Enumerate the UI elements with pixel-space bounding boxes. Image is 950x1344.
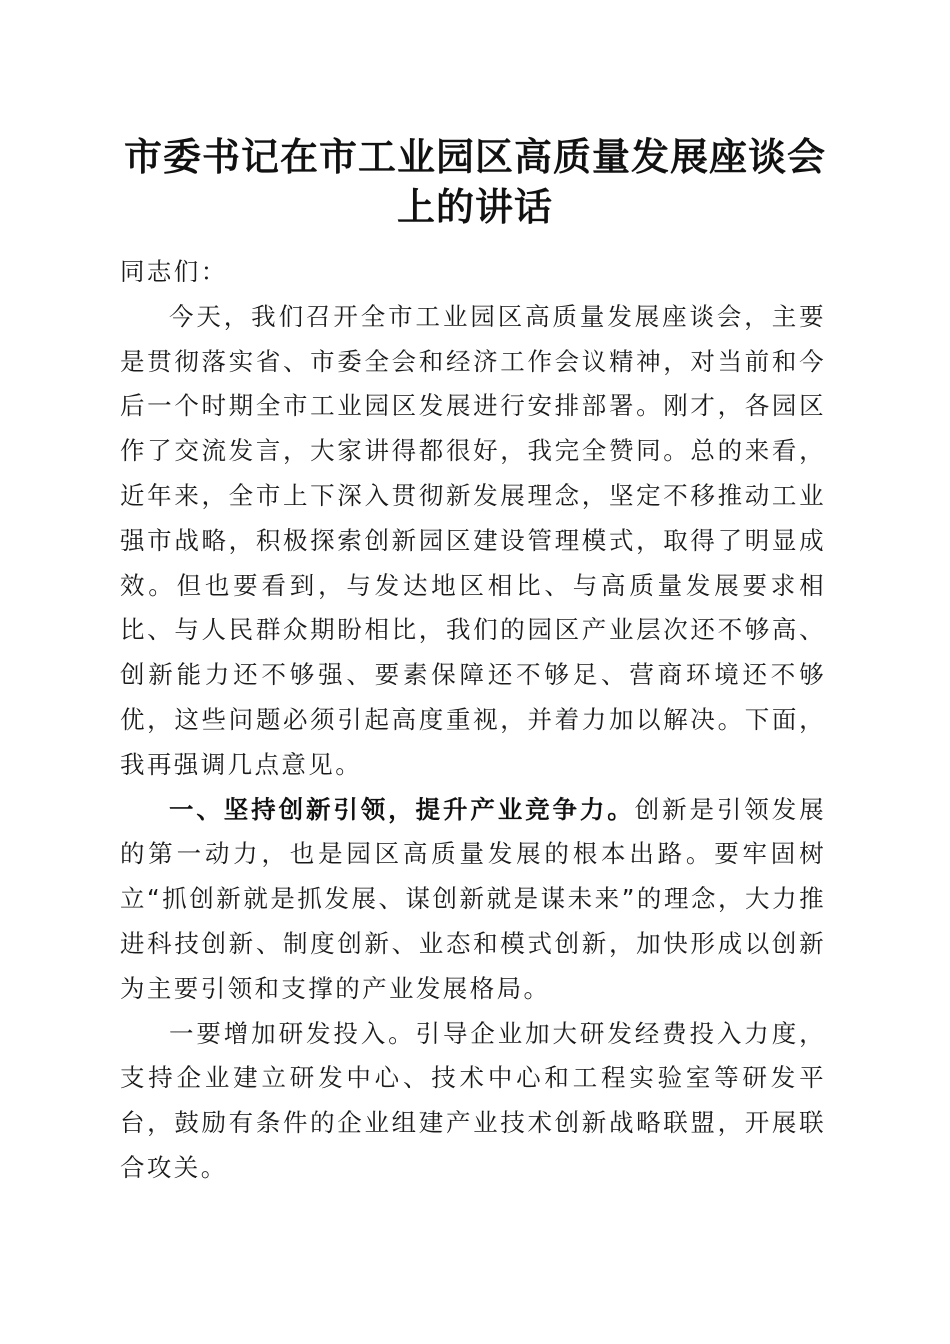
- section-one-heading: 一、坚持创新引领，提升产业竞争力。: [169, 794, 635, 824]
- document-body: [120, 250, 826, 1191]
- point-one-paragraph: 一要增加研发投入。引导企业加大研发经费投入力度，支持企业建立研发中心、技术中心和工程实验室等研发平台，鼓励有条件的企业组建产业技术创新战略联盟，开展联合攻关。: [120, 1018, 826, 1182]
- section-one-text: 创新是引领发展的第一动力，也是园区高质量发展的根本出路。要牢固树立“抓创新就是抓发展、谋创新就是谋未来”的理念，大力推进科技创新、制度创新、业态和模式创新，加快形成以创新为主要引领和支撑的产业发展格局。: [120, 794, 826, 1003]
- salutation: 同志们：: [120, 257, 228, 286]
- intro-paragraph: 今天，我们召开全市工业园区高质量发展座谈会，主要是贯彻落实省、市委全会和经济工作会议精神，对当前和今后一个时期全市工业园区发展进行安排部署。刚才，各园区作了交流发言，大家讲得都很好，我完全赞同。总的来看，近年来，全市上下深入贯彻新发展理念，坚定不移推动工业强市战略，积极探索创新园区建设管理模式，取得了明显成效。但也要看到，与发达地区相比、与高质量发展要求相比、与人民群众期盼相比，我们的园区产业层次还不够高、创新能力还不够强、要素保障还不够足、营商环境还不够优，这些问题必须引起高度重视，并着力加以解决。下面，我再强调几点意见。: [120, 301, 826, 779]
- document-title: 市委书记在市工业园区高质量发展座谈会上的讲话: [123, 134, 826, 229]
- section-one-paragraph: [120, 788, 826, 1012]
